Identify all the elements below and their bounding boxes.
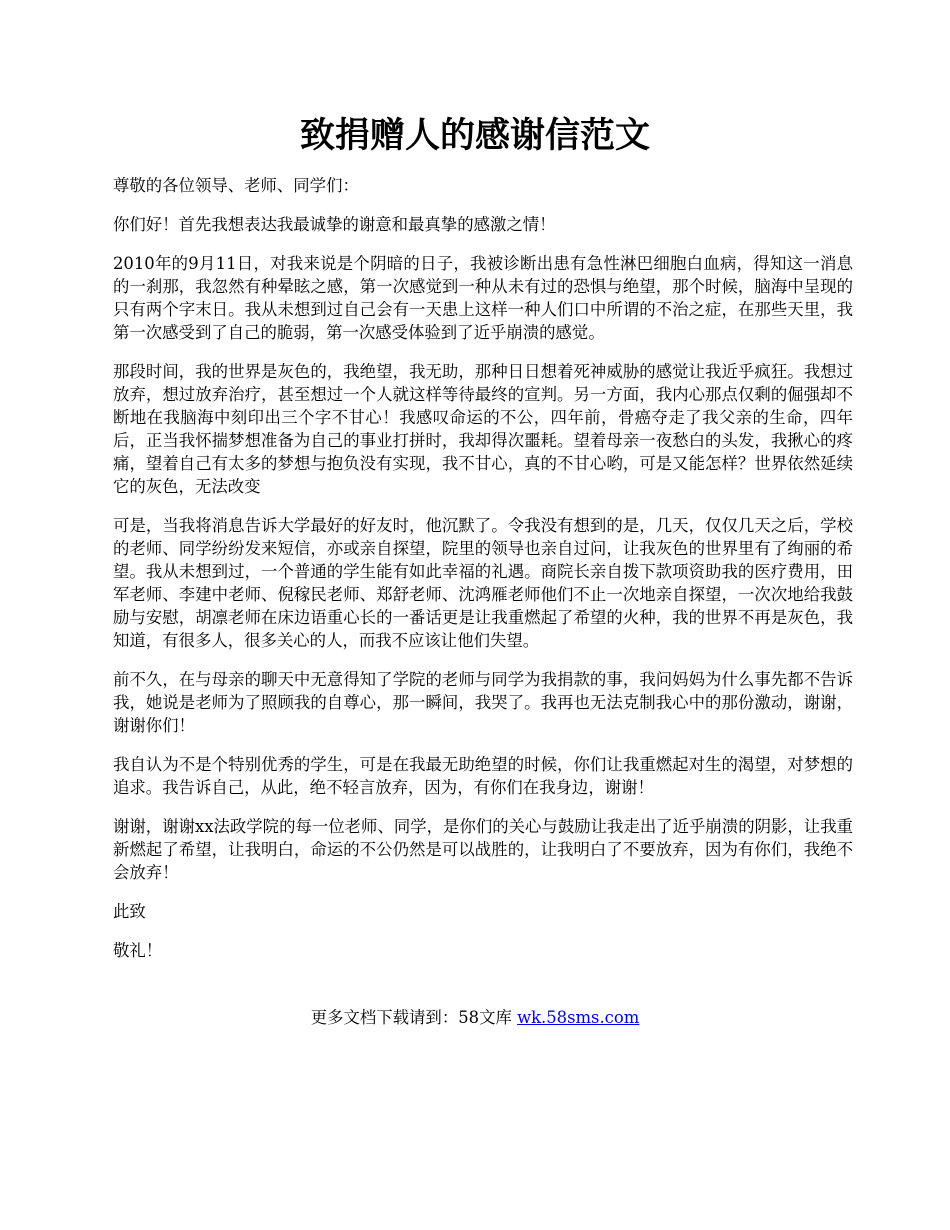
closing-phrase: 此致	[113, 902, 146, 921]
footer-link[interactable]: wk.58sms.com	[517, 1008, 640, 1027]
body-paragraph-closing: 谢谢，谢谢xx法政学院的每一位老师、同学，是你们的关心与鼓励让我走出了近乎崩溃的阴影，让我重新燃起了希望，让我明白，命运的不公仍然是可以战胜的，让我明白了不要放弃，因为有你们，我绝不会放弃！	[113, 817, 853, 882]
body-paragraph-support: 可是，当我将消息告诉大学最好的好友时，他沉默了。令我没有想到的是，几天，仅仅几天之后，学校的老师、同学纷纷发来短信，亦或亲自探望，院里的领导也亲自过问，让我灰色的世界里有了绚丽的希望。我从未想到过，一个普通的学生能有如此幸福的礼遇。商院长亲自拨下款项资助我的医疗费用，田军老师、李建中老师、倪稼民老师、郑舒老师、沈鸿雁老师他们不止一次地亲自探望，一次次地给我鼓励与安慰，胡凛老师在床边语重心长的一番话更是让我重燃起了希望的火种，我的世界不再是灰色，我知道，有很多人，很多关心的人，而我不应该让他们失望。	[113, 516, 853, 650]
body-paragraph-diagnosis: 2010年的9月11日，对我来说是个阴暗的日子，我被诊断出患有急性淋巴细胞白血病，得知这一消息的一刹那，我忽然有种晕眩之感，第一次感觉到一种从未有过的恐惧与绝望，那个时候，脑海中呈现的只有两个字末日。我从未想到过自己会有一天患上这样一种人们口中所谓的不治之症，在那些天里，我第一次感受到了自己的脆弱，第一次感受体验到了近乎崩溃的感觉。	[113, 254, 853, 342]
body-paragraph-donation: 前不久，在与母亲的聊天中无意得知了学院的老师与同学为我捐款的事，我问妈妈为什么事先都不告诉我，她说是老师为了照顾我的自尊心，那一瞬间，我哭了。我再也无法克制我心中的那份激动，谢谢，谢谢你们！	[113, 670, 853, 735]
greeting-paragraph: 你们好！首先我想表达我最诚挚的谢意和最真挚的感激之情！	[113, 215, 556, 234]
salutation: 尊敬的各位领导、老师、同学们：	[113, 176, 359, 195]
body-paragraph-gratitude: 我自认为不是个特别优秀的学生，可是在我最无助绝望的时候，你们让我重燃起对生的渴望，对梦想的追求。我告诉自己，从此，绝不轻言放弃，因为，有你们在我身边，谢谢！	[113, 755, 853, 797]
document-title: 致捐赠人的感谢信范文	[299, 115, 650, 156]
download-footer	[0, 1006, 950, 1030]
body-paragraph-despair: 那段时间，我的世界是灰色的，我绝望，我无助，那种日日想着死神威胁的感觉让我近乎疯狂。我想过放弃，想过放弃治疗，甚至想过一个人就这样等待最终的宣判。另一方面，我内心那点仅剩的倔强却不断地在我脑海中刻印出三个字不甘心！我感叹命运的不公，四年前，骨癌夺走了我父亲的生命，四年后，正当我怀揣梦想准备为自己的事业打拼时，我却得次噩耗。望着母亲一夜愁白的头发，我揪心的疼痛，望着自己有太多的梦想与抱负没有实现，我不甘心，真的不甘心哟，可是又能怎样？世界依然延续它的灰色，无法改变	[113, 362, 853, 496]
closing-regards: 敬礼！	[113, 941, 163, 960]
letter-body	[113, 174, 853, 978]
footer-text: 更多文档下载请到：58文库	[310, 1008, 518, 1027]
